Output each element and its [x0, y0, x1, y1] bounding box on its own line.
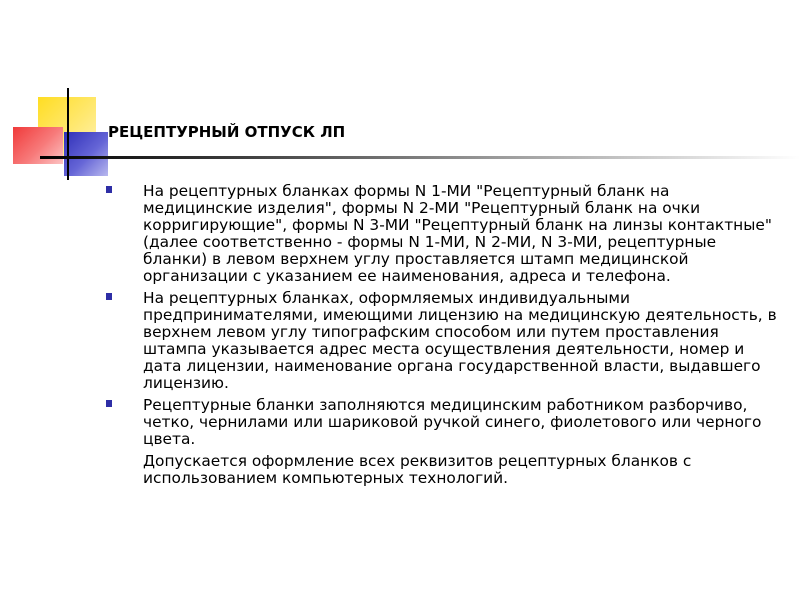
decorative-blue-square — [64, 132, 108, 176]
bullet-text-3: Рецептурные бланки заполняются медицинским работником разборчиво, четко, чернилами или шариковой ручкой синего, фиолетового или черного цвета. — [143, 396, 762, 448]
bullet-item-3 — [106, 397, 778, 448]
bullet-text-2: На рецептурных бланках, оформляемых индивидуальными предпринимателями, имеющими лицензию на медицинскую деятельность, в верхнем левом углу типографским способом или путем проставления штампа указывается адрес места осуществления деятельности, номер и дата лицензии, наименование органа государственной власти, выдавшего лицензию. — [143, 289, 777, 392]
bullet-square-icon — [106, 293, 112, 300]
bullet-text-1: На рецептурных бланках формы N 1-МИ "Рецептурный бланк на медицинские изделия", формы N 2-МИ "Рецептурный бланк на очки корригирующие", формы N 3-МИ "Рецептурный бланк на линзы контактные" (далее соответственно - формы N 1-МИ, N 2-МИ, N 3-МИ, рецептурные бланки) в левом верхнем углу проставляется штамп медицинской организации с указанием ее наименования, адреса и телефона. — [143, 182, 772, 285]
bullet-item-1 — [106, 183, 778, 285]
title-underline — [40, 156, 800, 159]
bullet-item-2 — [106, 290, 778, 392]
bullet-square-icon — [106, 400, 112, 407]
bullet-text-4: Допускается оформление всех реквизитов рецептурных бланков с использованием компьютерных технологий. — [143, 452, 692, 487]
slide-title: РЕЦЕПТУРНЫЙ ОТПУСК ЛП — [108, 123, 346, 141]
bullet-item-4 — [106, 453, 778, 487]
bullet-list — [106, 183, 778, 492]
decorative-vertical-line — [67, 88, 69, 180]
bullet-square-icon — [106, 186, 112, 193]
